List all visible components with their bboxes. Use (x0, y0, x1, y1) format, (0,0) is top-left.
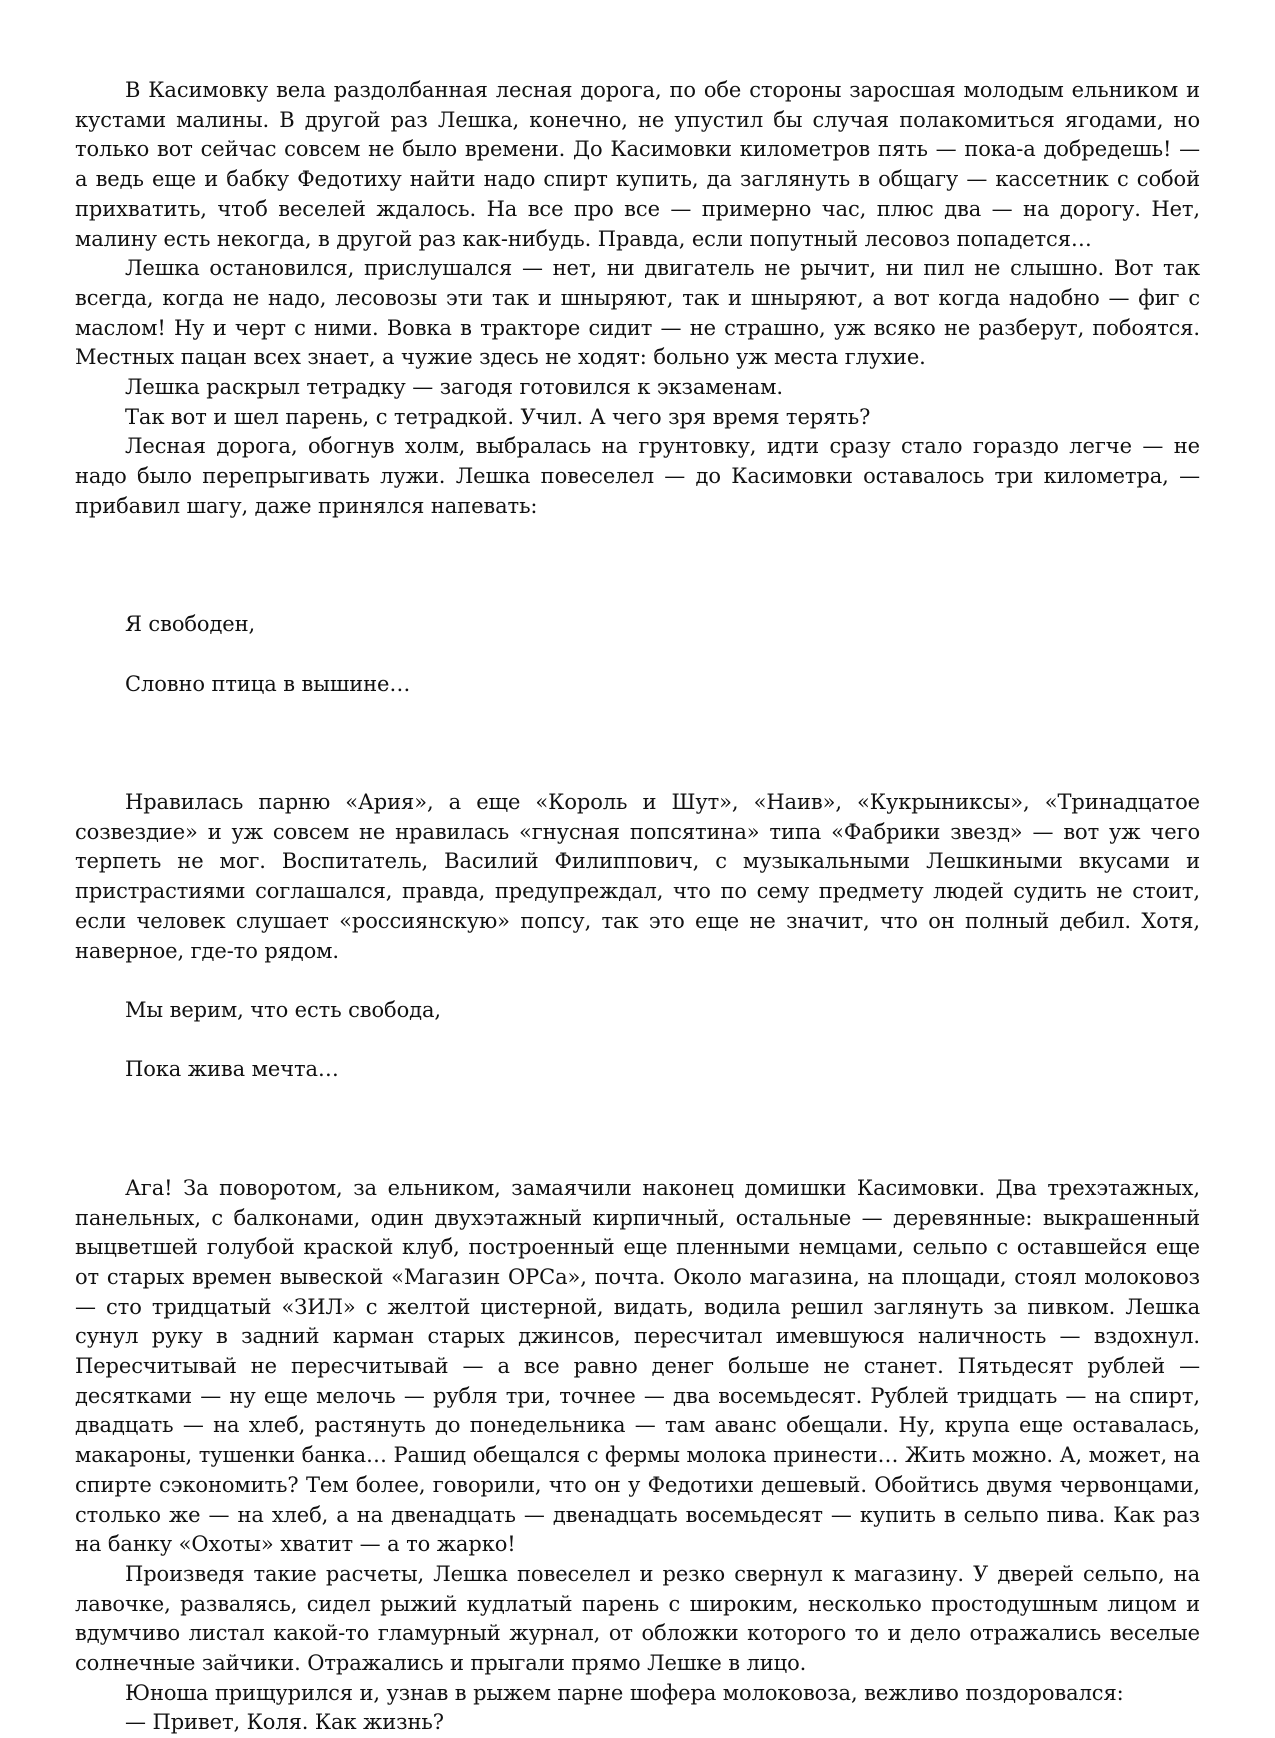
verse-line: Словно птица в вышине… (125, 671, 411, 696)
paragraph: Нравилась парню «Ария», а еще «Король и Шут», «Наив», «Кукрыниксы», «Тринадцатое созвездие» и уж совсем не нравилась «гнусная попсятина» типа «Фабрики звезд» — вот уж чего терпеть не мог. Воспитатель, Василий Филиппович, с музыкальными Лешкиными вкусами и пристрастиями соглашался, правда, предупреждал, что по сему предмету людей судить не стоит, если человек слушает «россиянскую» попсу, так это еще не значит, что он полный дебил. Хотя, наверное, где-то рядом. (75, 790, 1200, 963)
paragraph: Так вот и шел парень, с тетрадкой. Учил. А чего зря время терять? (125, 404, 871, 429)
paragraph: Юноша прищурился и, узнав в рыжем парне шофера молоковоза, вежливо поздоровался: (125, 1680, 1124, 1705)
paragraph: В Касимовку вела раздолбанная лесная дорога, по обе стороны заросшая молодым ельником и кустами малины. В другой раз Лешка, конечно, не упустил бы случая полакомиться ягодами, но только вот сейчас совсем не было времени. До Касимовки километров пять — пока-а добредешь! — а ведь еще и бабку Федотиху найти надо спирт купить, да заглянуть в общагу — кассетник с собой прихватить, чтоб веселей ждалось. На все про все — примерно час, плюс два — на дорогу. Нет, малину есть некогда, в другой раз как-нибудь. Правда, если попутный лесовоз попадется… (75, 78, 1200, 251)
paragraph: Произведя такие расчеты, Лешка повеселел и резко свернул к магазину. У дверей сельпо, на лавочке, развалясь, сидел рыжий кудлатый парень с широким, несколько простодушным лицом и вдумчиво листал какой-то гламурный журнал, от обложки которого то и дело отражались веселые солнечные зайчики. Отражались и прыгали прямо Лешке в лицо. (75, 1561, 1200, 1676)
paragraph: Лесная дорога, обогнув холм, выбралась на грунтовку, идти сразу стало гораздо легче — не надо было перепрыгивать лужи. Лешка повеселел — до Касимовки оставалось три километра, — прибавил шагу, даже принялся напевать: (75, 434, 1200, 518)
verse-line: Пока жива мечта… (125, 1057, 339, 1082)
paragraph: Лешка остановился, прислушался — нет, ни двигатель не рычит, ни пил не слышно. Вот так всегда, когда не надо, лесовозы эти так и шныряют, так и шныряют, а вот когда надобно — фиг с маслом! Ну и черт с ними. Вовка в тракторе сидит — не страшно, уж всяко не разберут, побоятся. Местных пацан всех знает, а чужие здесь не ходят: больно уж места глухие. (75, 256, 1200, 370)
paragraph: — Привет, Коля. Как жизнь? (125, 1710, 444, 1735)
document-page (75, 76, 1200, 1738)
paragraph: Лешка раскрыл тетрадку — загодя готовился к экзаменам. (125, 375, 783, 400)
song-verse (75, 581, 1200, 730)
song-verse (75, 966, 1200, 1115)
paragraph: Ага! За поворотом, за ельником, замаячили наконец домишки Касимовки. Два трехэтажных, панельных, с балконами, один двухэтажный кирпичный, остальные — деревянные: выкрашенный выцветшей голубой краской клуб, построенный еще пленными немцами, сельпо с оставшейся еще от старых времен вывеской «Магазин ОРСа», почта. Около магазина, на площади, стоял молоковоз — сто тридцатый «ЗИЛ» с желтой цистерной, видать, водила решил заглянуть за пивком. Лешка сунул руку в задний карман старых джинсов, пересчитал имевшуюся наличность — вздохнул. Пересчитывай не пересчитывай — а все равно денег больше не станет. Пятьдесят рублей — десятками — ну еще мелочь — рубля три, точнее — два восемьдесят. Рублей тридцать — на спирт, двадцать — на хлеб, растянуть до понедельника — там аванс обещали. Ну, крупа еще оставалась, макароны, тушенки банка… Рашид обещался с фермы молока принести… Жить можно. А, может, на спирте сэкономить? Тем более, говорили, что он у Федотихи дешевый. Обойтись двумя червонцами, столько же — на хлеб, а на двенадцать — двенадцать восемьдесят — купить в сельпо пива. Как раз на банку «Охоты» хватит — а то жарко! (75, 1175, 1200, 1557)
verse-line: Мы верим, что есть свобода, (125, 997, 441, 1022)
verse-line: Я свободен, (125, 612, 256, 637)
